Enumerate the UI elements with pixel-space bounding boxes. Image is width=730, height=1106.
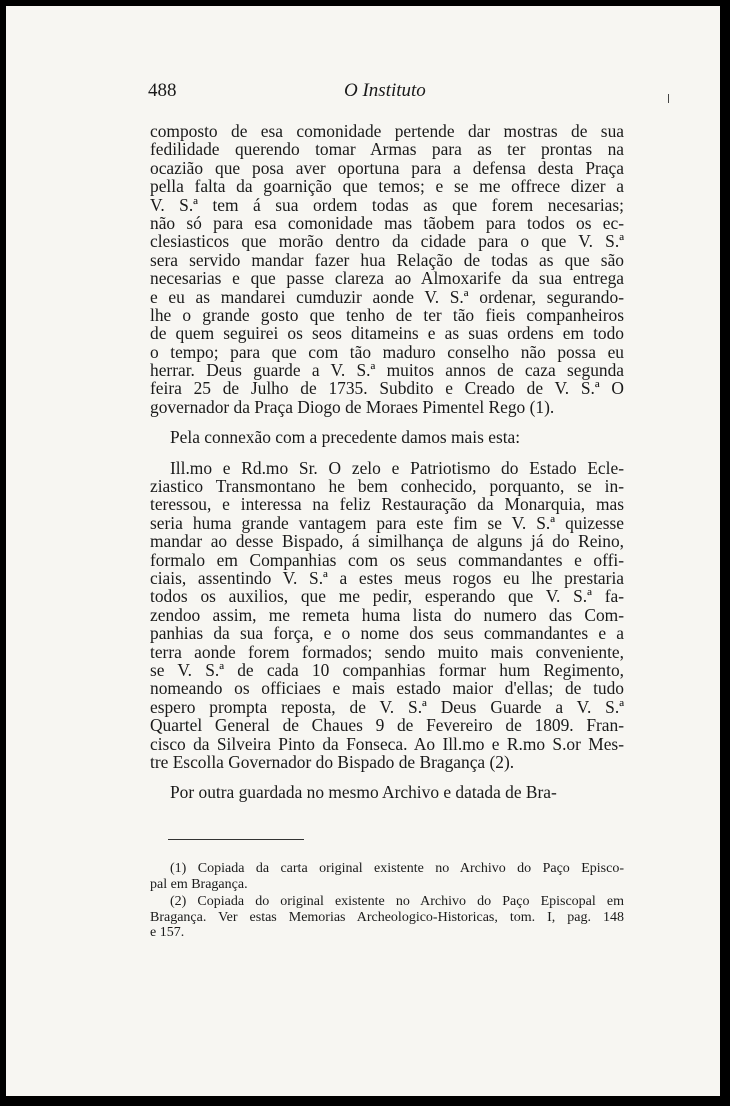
text-line: cisco da Silveira Pinto da Fonseca. Ao Ill.mo e R.mo S.or Mes- [150, 733, 624, 754]
footnotes [150, 861, 624, 941]
footnote-rule [168, 839, 304, 840]
text-line: zendoo assim, me remeta huma lista do numero das Com- [150, 604, 624, 625]
paragraph-connexao [150, 428, 624, 446]
text-line: composto de esa comonidade pertende dar mostras de sua [150, 121, 624, 141]
page-number: 488 [148, 80, 177, 101]
text-line: governador da Praça Diogo de Moraes Pimentel Rego (1). [150, 396, 555, 417]
text-line: tre Escolla Governador do Bispado de Bragança (2). [150, 751, 515, 772]
text-line: V. S.ª tem á sua ordem todas as que forem necesarias; [150, 194, 624, 215]
text-line: seria huma grande vantagem para este fim se V. S.ª quizesse [150, 512, 624, 533]
text-line: feira 25 de Julho de 1735. Subdito e Creado de V. S.ª O [150, 378, 624, 399]
text-line: nomeando os officiaes e mais estado maior d'ellas; de tudo [150, 678, 624, 699]
paragraph-letter-1735 [150, 122, 624, 416]
text-line: mandar ao desse Bispado, á similhança de alguns já do Reino, [150, 531, 624, 552]
body-text [150, 122, 624, 802]
page-header [6, 80, 720, 110]
paragraph-letter-1809 [150, 459, 624, 772]
text-line: pella falta da goarnição que temos; e se me offrece dizer a [150, 176, 624, 197]
footnote-line: (1) Copiada da carta original existente no Archivo do Paço Episco- [170, 861, 624, 876]
text-line: não só para esa comonidade mas tãobem para todos os ec- [150, 212, 624, 233]
text-line: panhias da sua força, e o nome dos seus commandantes e a [150, 623, 624, 644]
text-line: Ill.mo e Rd.mo Sr. O zelo e Patriotismo do Estado Ecle- [170, 457, 624, 478]
book-page [6, 6, 720, 1096]
text-line: sera servido mandar fazer hua Relação de todas as que são [150, 249, 624, 270]
text-line: formalo em Companhias com os seus commandantes e offi- [150, 549, 624, 570]
footnote-line: pal em Bragança. [150, 876, 248, 892]
text-line: lhe o grande gosto que tenho de ter tão fieis companheiros [150, 304, 624, 325]
text-line: e eu as mandarei cumduzir aonde V. S.ª ordenar, segurando- [150, 286, 624, 307]
footnote-1 [150, 861, 624, 892]
paragraph-outra [150, 783, 624, 801]
text-line: o tempo; para que com tão maduro conselho não possa eu [150, 341, 624, 362]
paragraph-gap [150, 447, 624, 459]
text-line: espero prompta reposta, de V. S.ª Deus Guarde a V. S.ª [150, 696, 624, 717]
running-title: O Instituto [344, 80, 426, 101]
text-line: Por outra guardada no mesmo Archivo e datada de Bra- [170, 782, 557, 803]
text-line: de quem seguirei os seos ditameins e as suas ordens em todo [150, 323, 624, 344]
text-line: todos os auxilios, que me pedir, esperando que V. S.ª fa- [150, 586, 624, 607]
text-line: teressou, e interessa na feliz Restauração da Monarquia, mas [150, 494, 624, 515]
text-line: clesiasticos que morão dentro da cidade para o que V. S.ª [150, 231, 624, 252]
text-line: terra aonde forem formados; sendo muito mais conveniente, [150, 641, 624, 662]
text-line: ziastico Transmontano he bem conhecido, porquanto, se in- [150, 476, 624, 497]
text-line: ciais, assentindo V. S.ª a estes meus rogos eu lhe prestaria [150, 567, 624, 588]
text-line: fedilidade querendo tomar Armas para as ter prontas na [150, 139, 624, 160]
footnote-line: (2) Copiada do original existente no Archivo do Paço Episcopal em [170, 894, 624, 910]
text-line: Quartel General de Chaues 9 de Fevereiro de 1809. Fran- [150, 715, 624, 736]
text-line: Pela connexão com a precedente damos mais esta: [170, 427, 521, 448]
text-line: necesarias e que passe clareza ao Almoxarife da sua entrega [150, 268, 624, 289]
footnote-line: e 157. [150, 925, 185, 941]
text-line: herrar. Deus guarde a V. S.ª muitos annos de caza segunda [150, 360, 624, 381]
footnote-2 [150, 894, 624, 941]
footnote-line: Bragança. Ver estas Memorias Archeologico-Historicas, tom. I, pag. 148 [150, 909, 624, 925]
text-line: se V. S.ª de cada 10 companhias formar hum Regimento, [150, 659, 624, 680]
margin-mark [668, 94, 669, 103]
text-line: ocazião que posa aver oportuna para a defensa desta Praça [150, 157, 624, 178]
